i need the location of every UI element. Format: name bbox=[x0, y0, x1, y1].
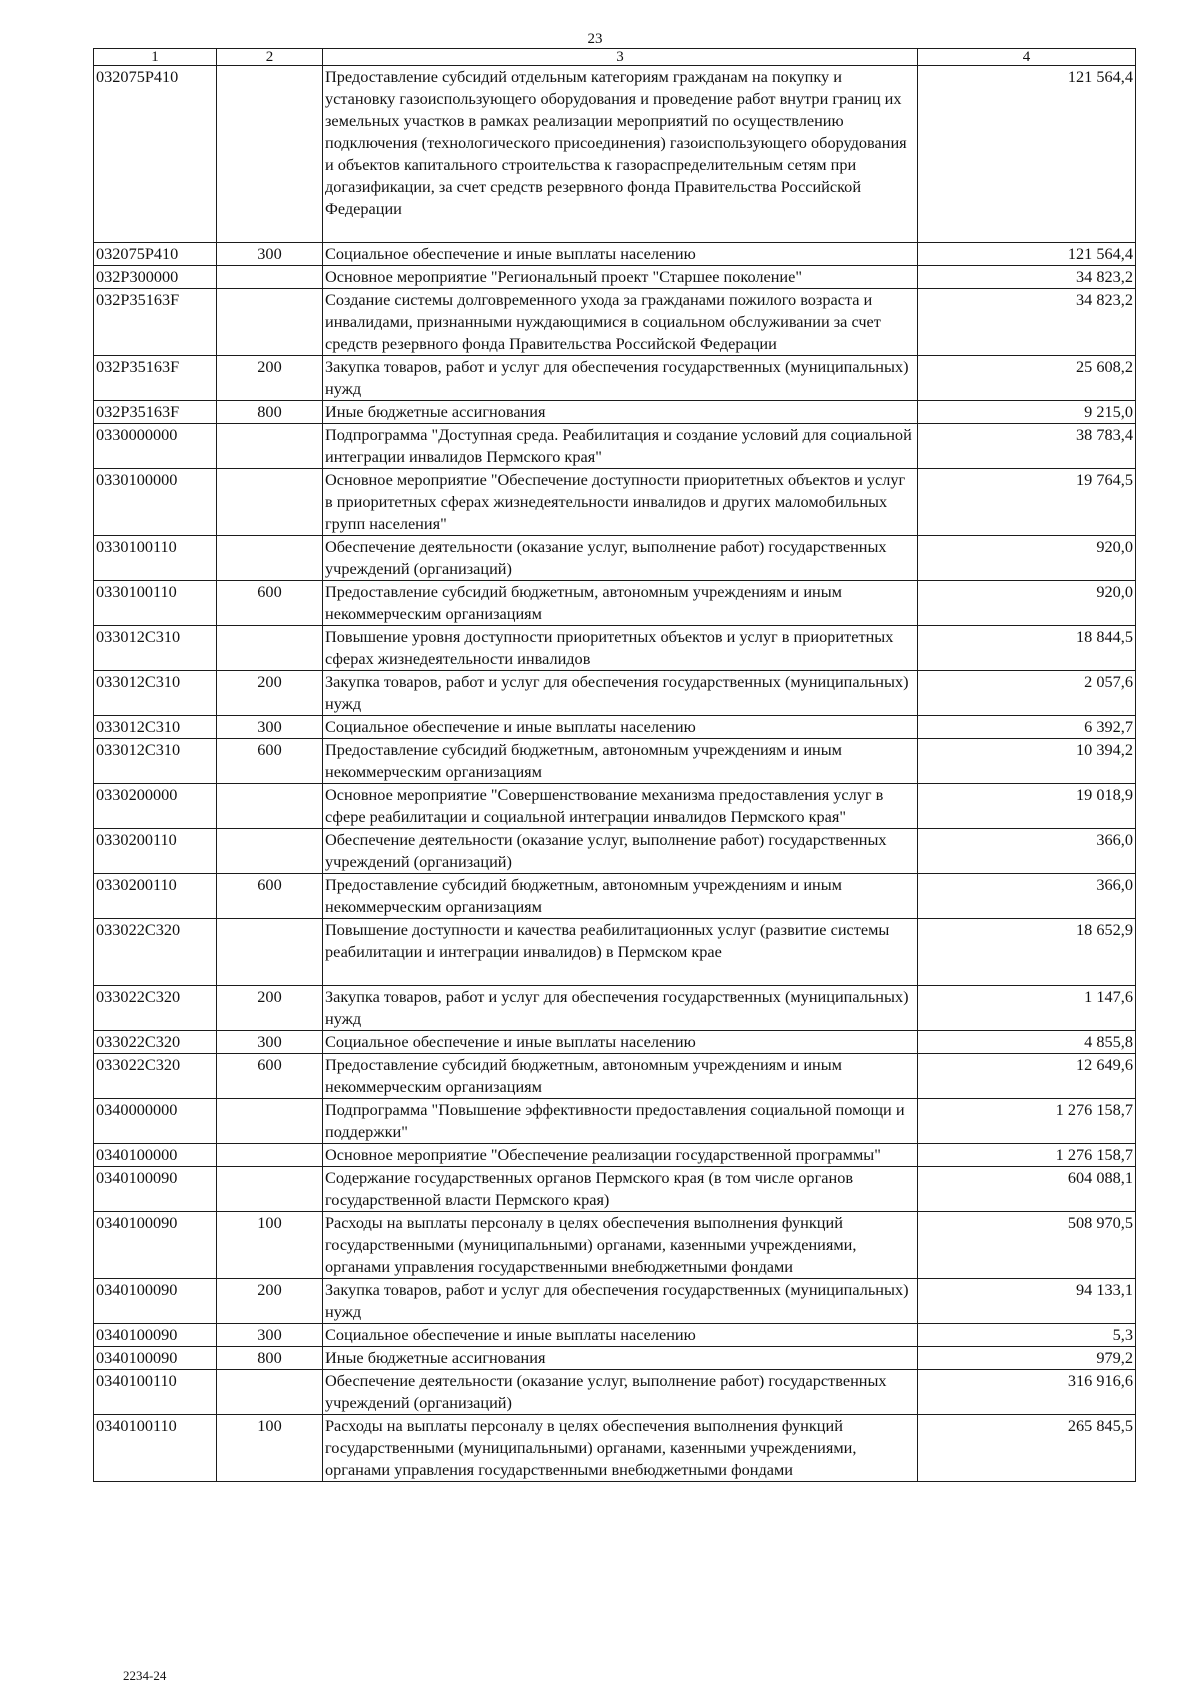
code-cell: 0330200110 bbox=[94, 829, 217, 874]
type-cell: 600 bbox=[217, 739, 323, 784]
type-cell: 100 bbox=[217, 1415, 323, 1482]
amount-cell: 979,2 bbox=[918, 1347, 1136, 1370]
code-cell: 033022С320 bbox=[94, 1031, 217, 1054]
amount-cell: 18 652,9 bbox=[918, 919, 1136, 986]
description-cell: Основное мероприятие "Региональный проект "Старшее поколение" bbox=[323, 266, 918, 289]
table-row bbox=[94, 829, 1136, 874]
type-cell bbox=[217, 469, 323, 536]
amount-cell: 94 133,1 bbox=[918, 1279, 1136, 1324]
amount-cell: 265 845,5 bbox=[918, 1415, 1136, 1482]
amount-cell: 508 970,5 bbox=[918, 1212, 1136, 1279]
type-cell: 300 bbox=[217, 1324, 323, 1347]
description-cell: Предоставление субсидий бюджетным, автономным учреждениям и иным некоммерческим организациям bbox=[323, 1054, 918, 1099]
code-cell: 0340100110 bbox=[94, 1415, 217, 1482]
page-number: 23 bbox=[587, 31, 603, 47]
code-cell: 032075P410 bbox=[94, 66, 217, 243]
table-row bbox=[94, 1212, 1136, 1279]
table-row bbox=[94, 1144, 1136, 1167]
description-cell: Расходы на выплаты персоналу в целях обеспечения выполнения функций государственными (муниципальными) органами, казенными учреждениями, органами управления государственными внебюджетными фондами bbox=[323, 1415, 918, 1482]
code-cell: 032P300000 bbox=[94, 266, 217, 289]
header-row bbox=[94, 49, 1136, 66]
code-cell: 0330100110 bbox=[94, 581, 217, 626]
description-cell: Предоставление субсидий бюджетным, автономным учреждениям и иным некоммерческим организациям bbox=[323, 874, 918, 919]
amount-cell: 1 276 158,7 bbox=[918, 1144, 1136, 1167]
code-cell: 0340100090 bbox=[94, 1212, 217, 1279]
type-cell bbox=[217, 829, 323, 874]
amount-cell: 2 057,6 bbox=[918, 671, 1136, 716]
description-cell: Предоставление субсидий отдельным категориям гражданам на покупку и установку газоиспользующего оборудования и проведение работ внутри границ их земельных участков в рамках реализации мероприятий по осуществлению подключения (технологического присоединения) газоиспользующего оборудования и объектов капитального строительства к газораспределительным сетям при догазификации, за счет средств резервного фонда Правительства Российской Федерации bbox=[323, 66, 918, 243]
header-col-3: 3 bbox=[323, 49, 918, 66]
budget-table bbox=[93, 48, 1136, 1482]
code-cell: 033012С310 bbox=[94, 626, 217, 671]
amount-cell: 25 608,2 bbox=[918, 356, 1136, 401]
amount-cell: 34 823,2 bbox=[918, 289, 1136, 356]
type-cell bbox=[217, 784, 323, 829]
description-cell: Социальное обеспечение и иные выплаты населению bbox=[323, 716, 918, 739]
document-code: 2234-24 bbox=[123, 1668, 167, 1683]
type-cell: 200 bbox=[217, 1279, 323, 1324]
amount-cell: 604 088,1 bbox=[918, 1167, 1136, 1212]
description-cell: Основное мероприятие "Обеспечение доступности приоритетных объектов и услуг в приоритетных сферах жизнедеятельности инвалидов и других маломобильных групп населения" bbox=[323, 469, 918, 536]
amount-cell: 920,0 bbox=[918, 581, 1136, 626]
code-cell: 033022С320 bbox=[94, 919, 217, 986]
description-cell: Содержание государственных органов Пермского края (в том числе органов государственной власти Пермского края) bbox=[323, 1167, 918, 1212]
table-row bbox=[94, 469, 1136, 536]
code-cell: 033022С320 bbox=[94, 986, 217, 1031]
table-row bbox=[94, 1415, 1136, 1482]
description-cell: Подпрограмма "Доступная среда. Реабилитация и создание условий для социальной интеграции инвалидов Пермского края" bbox=[323, 424, 918, 469]
amount-cell: 920,0 bbox=[918, 536, 1136, 581]
description-cell: Подпрограмма "Повышение эффективности предоставления социальной помощи и поддержки" bbox=[323, 1099, 918, 1144]
amount-cell: 9 215,0 bbox=[918, 401, 1136, 424]
table-row bbox=[94, 739, 1136, 784]
type-cell bbox=[217, 289, 323, 356]
amount-cell: 34 823,2 bbox=[918, 266, 1136, 289]
type-cell bbox=[217, 1099, 323, 1144]
description-cell: Закупка товаров, работ и услуг для обеспечения государственных (муниципальных) нужд bbox=[323, 986, 918, 1031]
type-cell bbox=[217, 536, 323, 581]
description-cell: Создание системы долговременного ухода за гражданами пожилого возраста и инвалидами, признанными нуждающимися в социальном обслуживании за счет средств резервного фонда Правительства Российской Федерации bbox=[323, 289, 918, 356]
description-cell: Предоставление субсидий бюджетным, автономным учреждениям и иным некоммерческим организациям bbox=[323, 581, 918, 626]
table-row bbox=[94, 1099, 1136, 1144]
table-row bbox=[94, 626, 1136, 671]
code-cell: 0330200110 bbox=[94, 874, 217, 919]
description-cell: Расходы на выплаты персоналу в целях обеспечения выполнения функций государственными (муниципальными) органами, казенными учреждениями, органами управления государственными внебюджетными фондами bbox=[323, 1212, 918, 1279]
table-row bbox=[94, 581, 1136, 626]
type-cell bbox=[217, 1144, 323, 1167]
code-cell: 033012С310 bbox=[94, 671, 217, 716]
description-cell: Предоставление субсидий бюджетным, автономным учреждениям и иным некоммерческим организациям bbox=[323, 739, 918, 784]
amount-cell: 19 764,5 bbox=[918, 469, 1136, 536]
code-cell: 032P35163F bbox=[94, 356, 217, 401]
table-row bbox=[94, 1054, 1136, 1099]
type-cell bbox=[217, 266, 323, 289]
type-cell: 300 bbox=[217, 716, 323, 739]
amount-cell: 366,0 bbox=[918, 874, 1136, 919]
code-cell: 0340100000 bbox=[94, 1144, 217, 1167]
code-cell: 033012С310 bbox=[94, 716, 217, 739]
table-row bbox=[94, 289, 1136, 356]
amount-cell: 19 018,9 bbox=[918, 784, 1136, 829]
amount-cell: 316 916,6 bbox=[918, 1370, 1136, 1415]
table-row bbox=[94, 1347, 1136, 1370]
amount-cell: 121 564,4 bbox=[918, 243, 1136, 266]
table-row bbox=[94, 401, 1136, 424]
description-cell: Закупка товаров, работ и услуг для обеспечения государственных (муниципальных) нужд bbox=[323, 1279, 918, 1324]
type-cell: 800 bbox=[217, 401, 323, 424]
code-cell: 0330200000 bbox=[94, 784, 217, 829]
type-cell bbox=[217, 66, 323, 243]
table-row bbox=[94, 66, 1136, 243]
type-cell: 800 bbox=[217, 1347, 323, 1370]
table-row bbox=[94, 1031, 1136, 1054]
amount-cell: 5,3 bbox=[918, 1324, 1136, 1347]
code-cell: 033012С310 bbox=[94, 739, 217, 784]
type-cell bbox=[217, 1370, 323, 1415]
type-cell: 600 bbox=[217, 1054, 323, 1099]
description-cell: Иные бюджетные ассигнования bbox=[323, 1347, 918, 1370]
type-cell: 600 bbox=[217, 874, 323, 919]
description-cell: Обеспечение деятельности (оказание услуг, выполнение работ) государственных учреждений (организаций) bbox=[323, 1370, 918, 1415]
code-cell: 0340100090 bbox=[94, 1324, 217, 1347]
table-row bbox=[94, 536, 1136, 581]
amount-cell: 4 855,8 bbox=[918, 1031, 1136, 1054]
table-row bbox=[94, 243, 1136, 266]
description-cell: Повышение уровня доступности приоритетных объектов и услуг в приоритетных сферах жизнедеятельности инвалидов bbox=[323, 626, 918, 671]
table-row bbox=[94, 986, 1136, 1031]
type-cell bbox=[217, 424, 323, 469]
description-cell: Иные бюджетные ассигнования bbox=[323, 401, 918, 424]
type-cell: 200 bbox=[217, 356, 323, 401]
table-row bbox=[94, 266, 1136, 289]
type-cell: 300 bbox=[217, 243, 323, 266]
type-cell: 200 bbox=[217, 671, 323, 716]
header-col-2: 2 bbox=[217, 49, 323, 66]
header-col-4: 4 bbox=[918, 49, 1136, 66]
code-cell: 0340100090 bbox=[94, 1167, 217, 1212]
table-body bbox=[94, 66, 1136, 1482]
description-cell: Закупка товаров, работ и услуг для обеспечения государственных (муниципальных) нужд bbox=[323, 671, 918, 716]
header-col-1: 1 bbox=[94, 49, 217, 66]
code-cell: 0330000000 bbox=[94, 424, 217, 469]
table-row bbox=[94, 671, 1136, 716]
table-row bbox=[94, 1370, 1136, 1415]
description-cell: Повышение доступности и качества реабилитационных услуг (развитие системы реабилитации и интеграции инвалидов) в Пермском крае bbox=[323, 919, 918, 986]
code-cell: 032P35163F bbox=[94, 289, 217, 356]
table-row bbox=[94, 784, 1136, 829]
code-cell: 0340100090 bbox=[94, 1347, 217, 1370]
code-cell: 0340000000 bbox=[94, 1099, 217, 1144]
type-cell: 300 bbox=[217, 1031, 323, 1054]
amount-cell: 12 649,6 bbox=[918, 1054, 1136, 1099]
amount-cell: 1 276 158,7 bbox=[918, 1099, 1136, 1144]
type-cell bbox=[217, 1167, 323, 1212]
type-cell bbox=[217, 919, 323, 986]
amount-cell: 121 564,4 bbox=[918, 66, 1136, 243]
type-cell bbox=[217, 626, 323, 671]
description-cell: Обеспечение деятельности (оказание услуг, выполнение работ) государственных учреждений (организаций) bbox=[323, 829, 918, 874]
table-row bbox=[94, 1167, 1136, 1212]
table-row bbox=[94, 874, 1136, 919]
amount-cell: 6 392,7 bbox=[918, 716, 1136, 739]
table-row bbox=[94, 716, 1136, 739]
code-cell: 0330100000 bbox=[94, 469, 217, 536]
description-cell: Социальное обеспечение и иные выплаты населению bbox=[323, 1324, 918, 1347]
code-cell: 032075P410 bbox=[94, 243, 217, 266]
description-cell: Закупка товаров, работ и услуг для обеспечения государственных (муниципальных) нужд bbox=[323, 356, 918, 401]
table-row bbox=[94, 919, 1136, 986]
type-cell: 200 bbox=[217, 986, 323, 1031]
type-cell: 600 bbox=[217, 581, 323, 626]
code-cell: 033022С320 bbox=[94, 1054, 217, 1099]
description-cell: Социальное обеспечение и иные выплаты населению bbox=[323, 1031, 918, 1054]
description-cell: Основное мероприятие "Совершенствование механизма предоставления услуг в сфере реабилитации и социальной интеграции инвалидов Пермского края" bbox=[323, 784, 918, 829]
description-cell: Основное мероприятие "Обеспечение реализации государственной программы" bbox=[323, 1144, 918, 1167]
code-cell: 032P35163F bbox=[94, 401, 217, 424]
amount-cell: 18 844,5 bbox=[918, 626, 1136, 671]
amount-cell: 38 783,4 bbox=[918, 424, 1136, 469]
code-cell: 0340100090 bbox=[94, 1279, 217, 1324]
table-row bbox=[94, 356, 1136, 401]
table-row bbox=[94, 1324, 1136, 1347]
amount-cell: 10 394,2 bbox=[918, 739, 1136, 784]
description-cell: Обеспечение деятельности (оказание услуг, выполнение работ) государственных учреждений (организаций) bbox=[323, 536, 918, 581]
amount-cell: 366,0 bbox=[918, 829, 1136, 874]
type-cell: 100 bbox=[217, 1212, 323, 1279]
code-cell: 0330100110 bbox=[94, 536, 217, 581]
table-row bbox=[94, 1279, 1136, 1324]
amount-cell: 1 147,6 bbox=[918, 986, 1136, 1031]
table-row bbox=[94, 424, 1136, 469]
description-cell: Социальное обеспечение и иные выплаты населению bbox=[323, 243, 918, 266]
code-cell: 0340100110 bbox=[94, 1370, 217, 1415]
